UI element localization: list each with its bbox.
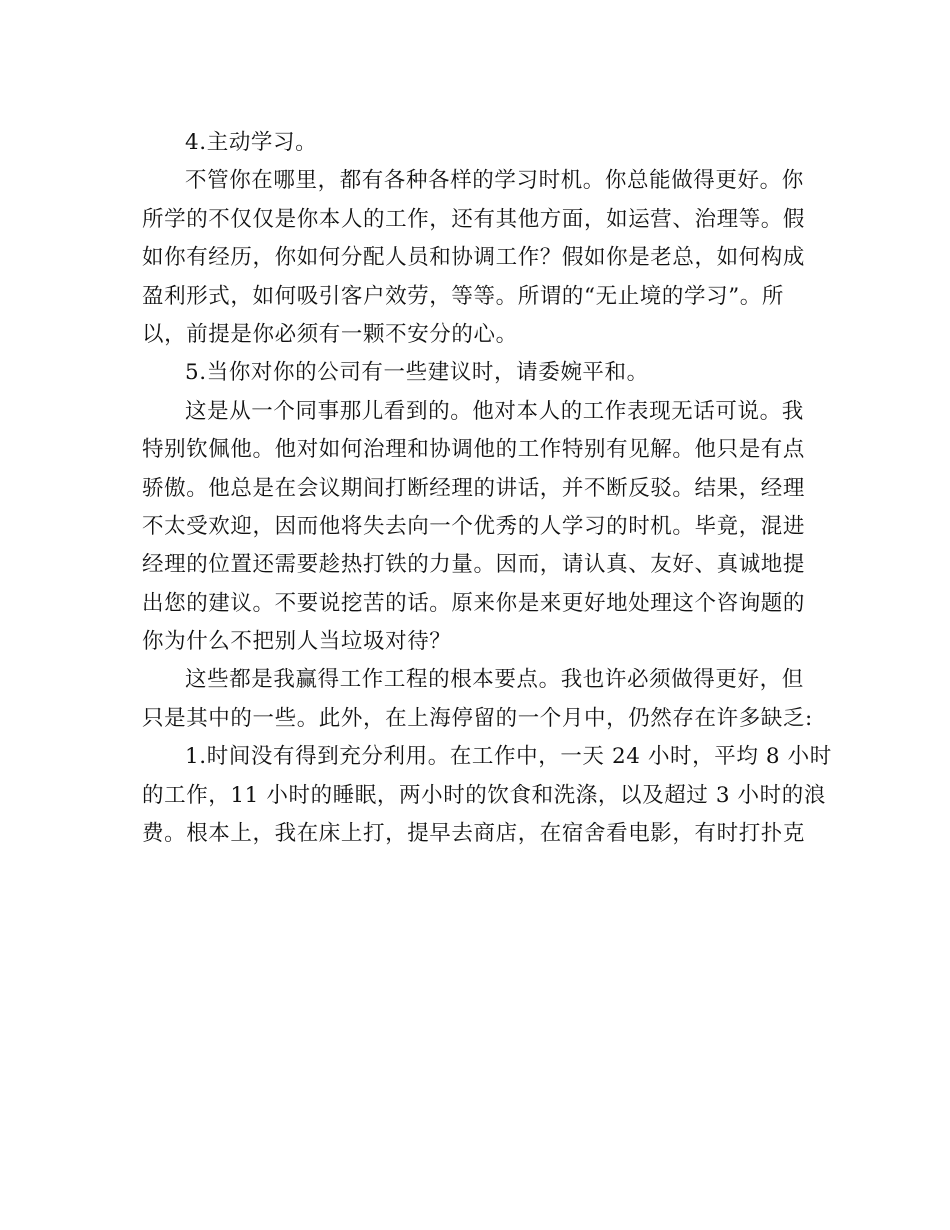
paragraph-line: 盈利形式，如何吸引客户效劳，等等。所谓的“无止境的学习”。所: [142, 283, 784, 309]
paragraph-line: 骄傲。他总是在会议期间打断经理的讲话，并不断反驳。结果，经理: [142, 475, 806, 501]
paragraph-line: 的工作，11 小时的睡眠，两小时的饮食和洗涤，以及超过 3 小时的浪: [142, 782, 826, 808]
paragraph-line: 经理的位置还需要趁热打铁的力量。因而，请认真、友好、真诚地提: [142, 552, 806, 578]
paragraph-line: 所学的不仅仅是你本人的工作，还有其他方面，如运营、治理等。假: [142, 206, 806, 232]
paragraph-line: 如你有经历，你如何分配人员和协调工作？假如你是老总，如何构成: [142, 245, 806, 271]
paragraph-line: 你为什么不把别人当垃圾对待？: [142, 629, 452, 655]
heading-suggestions: 5.当你对你的公司有一些建议时，请委婉平和。: [185, 360, 649, 386]
list-item-time-usage: 1.时间没有得到充分利用。在工作中，一天 24 小时，平均 8 小时: [185, 744, 832, 770]
document-body: [142, 124, 832, 853]
paragraph-line: 这些都是我赢得工作工程的根本要点。我也许必须做得更好，但: [185, 667, 804, 693]
paragraph-line: 费。根本上，我在床上打，提早去商店，在宿舍看电影，有时打扑克: [142, 821, 806, 847]
paragraph-line: 只是其中的一些。此外，在上海停留的一个月中，仍然存在许多缺乏:: [142, 705, 813, 731]
paragraph-line: 特别钦佩他。他对如何治理和协调他的工作特别有见解。他只是有点: [142, 437, 806, 463]
paragraph-line: 不管你在哪里，都有各种各样的学习时机。你总能做得更好。你: [185, 168, 804, 194]
paragraph-line: 不太受欢迎，因而他将失去向一个优秀的人学习的时机。毕竟，混进: [142, 513, 806, 539]
paragraph-line: 这是从一个同事那儿看到的。他对本人的工作表现无话可说。我: [185, 398, 804, 424]
heading-active-learning: 4.主动学习。: [185, 130, 318, 155]
paragraph-line: 出您的建议。不要说挖苦的话。原来你是来更好地处理这个咨询题的: [142, 590, 806, 616]
paragraph-line: 以，前提是你必须有一颗不安分的心。: [142, 321, 518, 347]
